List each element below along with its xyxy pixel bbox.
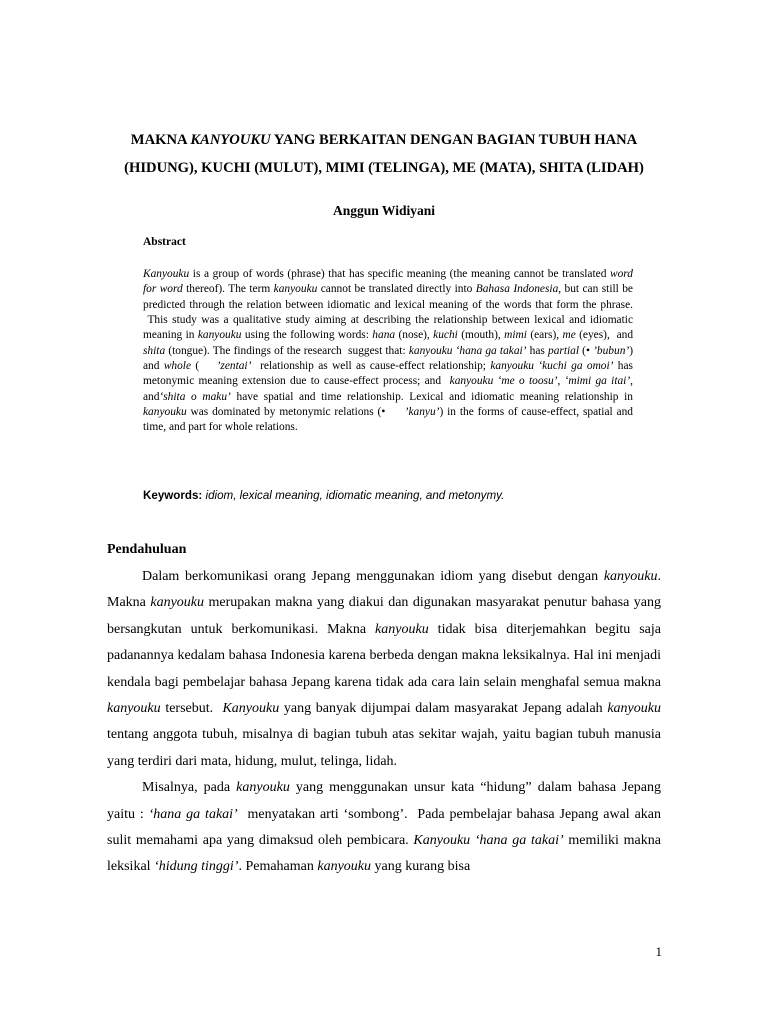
page-number: 1 [655,944,662,959]
keywords-text: idiom, lexical meaning, idiomatic meaning, and metonymy. [202,489,505,502]
keywords-line [143,488,643,504]
paragraph-1: Dalam berkomunikasi orang Jepang menggunakan idiom yang disebut dengan kanyouku. Makna kanyouku merupakan makna yang diakui dan digunakan masyarakat penutur bahasa yang bersangkutan untuk berkomunikasi. Makna kanyouku tidak bisa diterjemahkan begitu saja padanannya kedalam bahasa Indonesia karena berbeda dengan makna leksikalnya. Hal ini menjadi kendala bagi pembelajar bahasa Jepang karena tidak ada cara lain selain menghafal semua makna kanyouku tersebut. Kanyouku yang banyak dijumpai dalam masyarakat Jepang adalah kanyouku tentang anggota tubuh, misalnya di bagian tubuh atas sekitar wajah, yaitu bagian tubuh manusia yang terdiri dari mata, hidung, mulut, telinga, lidah. [107,569,661,769]
author-name: Anggun Widiyani [333,203,435,218]
section-body [107,564,661,881]
abstract-heading: Abstract [143,236,186,248]
paragraph-2: Misalnya, pada kanyouku yang menggunakan unsur kata “hidung” dalam bahasa Jepang yaitu : ‘hana ga takai’ menyatakan arti ‘sombong’. Pada pembelajar bahasa Jepang awal akan sulit memahami apa yang dimaksud oleh pembicara. Kanyouku ‘hana ga takai’ memiliki makna leksikal ‘hidung tinggi’. Pemahaman kanyouku yang kurang bisa [107,780,662,875]
keywords-label: Keywords: [143,489,203,502]
paper-title [100,126,668,182]
title-line1-em: KANYOUKU [190,132,271,148]
title-line1-pre: MAKNA [130,132,191,148]
abstract-body: Kanyouku is a group of words (phrase) that has specific meaning (the meaning cannot be translated word for word thereof). The term kanyouku cannot be translated directly into Bahasa Indonesia, but can still be predicted through the relation between idiomatic and lexical meaning of the words that form the phrase. This study was a qualitative study aiming at describing the relationship between lexical and idiomatic meaning in kanyouku using the following words: hana (nose), kuchi (mouth), mimi (ears), me (eyes), and shita (tongue). The findings of the research suggest that: kanyouku ‘hana ga takai’ has partial (• ’bubun’) and whole ( ’zentai’ relationship as well as cause-effect relationship; kanyouku ‘kuchi ga omoi’ has metonymic meaning extension due to cause-effect process; and kanyouku ‘me o toosu’, ‘mimi ga itai’, and‘shita o maku’ have spatial and time relationship. Lexical and idiomatic meaning relationship in kanyouku was dominated by metonymic relations (• ’kanyu’) in the forms of cause-effect, spatial and time, and part for whole relations. [143,268,634,434]
title-line2: (HIDUNG), KUCHI (MULUT), MIMI (TELINGA), ME (MATA), SHITA (LIDAH) [124,160,644,176]
title-line1-post: YANG BERKAITAN DENGAN BAGIAN TUBUH HANA [270,132,638,148]
section-heading: Pendahuluan [107,542,187,557]
